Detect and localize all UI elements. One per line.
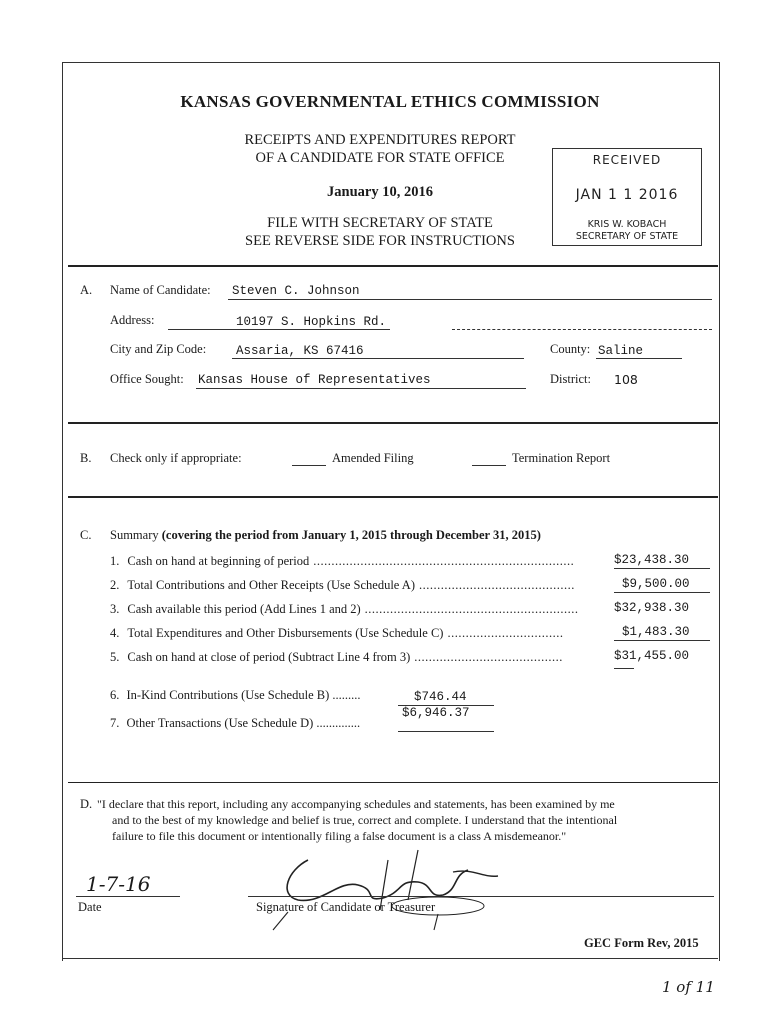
section-d-letter: D. — [80, 797, 93, 811]
candidate-name-value[interactable]: Steven C. Johnson — [232, 284, 360, 298]
in-kind-line — [110, 688, 361, 703]
file-with-text: FILE WITH SECRETARY OF STATE — [267, 215, 493, 231]
report-date: January 10, 2016 — [327, 184, 433, 200]
line-label: Total Expenditures and Other Disbursements (Use Schedule C) — [127, 626, 444, 640]
in-kind-label: In-Kind Contributions (Use Schedule B) — [126, 688, 330, 702]
divider-header — [68, 265, 718, 267]
declaration-line-3: failure to file this document or intentionally filing a false document is a class A misdemeanor." — [112, 829, 567, 843]
line-value[interactable]: $31,455.00 — [614, 649, 690, 663]
line-value[interactable]: $9,500.00 — [622, 577, 690, 591]
in-kind-value[interactable]: $746.44 — [414, 690, 467, 704]
signature-label: Signature of Candidate or Treasurer — [256, 900, 436, 914]
line-value[interactable]: $1,483.30 — [622, 625, 690, 639]
line-label: Total Contributions and Other Receipts (Use Schedule A) — [127, 578, 415, 592]
line-value[interactable]: $23,438.30 — [614, 553, 690, 567]
summary-prefix: Summary — [110, 528, 162, 542]
divider-a-b — [68, 422, 718, 424]
county-value[interactable]: Saline — [598, 344, 644, 358]
office-sought-label: Office Sought: — [110, 372, 184, 386]
termination-checkbox-line[interactable] — [472, 465, 506, 466]
amended-filing-label: Amended Filing — [332, 451, 414, 465]
line-number: 2. — [110, 578, 120, 592]
line-number: 7. — [110, 716, 120, 730]
line-number: 5. — [110, 650, 120, 664]
value-underline — [614, 592, 710, 593]
report-subtitle-2: OF A CANDIDATE FOR STATE OFFICE — [255, 150, 505, 166]
other-transactions-line — [110, 716, 360, 731]
office-sought-line — [196, 388, 526, 389]
line-label: Cash on hand at close of period (Subtract Line 4 from 3) — [127, 650, 411, 664]
date-label: Date — [78, 900, 102, 914]
amended-checkbox-line[interactable] — [292, 465, 326, 466]
line-dots: ........................................... — [419, 578, 575, 592]
line-label: Cash available this period (Add Lines 1 and 2) — [127, 602, 361, 616]
line-dots: ......... — [332, 688, 361, 702]
county-line — [596, 358, 682, 359]
city-zip-value[interactable]: Assaria, KS 67416 — [236, 344, 364, 358]
report-subtitle-1: RECEIPTS AND EXPENDITURES REPORT — [244, 132, 516, 148]
other-transactions-label: Other Transactions (Use Schedule D) — [126, 716, 314, 730]
termination-report-label: Termination Report — [512, 451, 611, 465]
office-sought-value[interactable]: Kansas House of Representatives — [198, 373, 431, 387]
city-zip-label: City and Zip Code: — [110, 342, 207, 356]
line-label: Cash on hand at beginning of period — [127, 554, 310, 568]
section-b-letter: B. — [80, 451, 92, 465]
stamp-office: SECRETARY OF STATE — [575, 231, 679, 242]
line-dots: ................................ — [447, 626, 564, 640]
summary-line-4 — [110, 624, 710, 648]
value-underline — [614, 640, 710, 641]
form-revision: GEC Form Rev, 2015 — [584, 936, 699, 950]
value-underline — [614, 668, 634, 669]
address-line-2 — [452, 329, 712, 330]
other-transactions-underline — [398, 731, 494, 732]
stamp-name: KRIS W. KOBACH — [587, 219, 667, 230]
check-appropriate-label: Check only if appropriate: — [110, 451, 242, 465]
section-c-letter: C. — [80, 528, 92, 542]
line-number: 4. — [110, 626, 120, 640]
commission-title: KANSAS GOVERNMENTAL ETHICS COMMISSION — [180, 92, 600, 111]
section-a-letter: A. — [80, 283, 93, 297]
date-line — [76, 896, 180, 897]
line-dots: ......................................... — [414, 650, 563, 664]
summary-period: (covering the period from January 1, 2015 through December 31, 2015) — [161, 528, 541, 542]
line-dots: ........................................................................ — [313, 554, 575, 568]
divider-c-d — [68, 782, 718, 783]
declaration-line-1: "I declare that this report, including any accompanying schedules and statements, has been examined by me — [97, 797, 615, 811]
page-count: 1 of 11 — [662, 978, 715, 996]
candidate-name-label: Name of Candidate: — [110, 283, 211, 297]
summary-lines — [110, 552, 710, 672]
line-dots: .............. — [316, 716, 361, 730]
stamp-date: JAN 1 1 2016 — [575, 187, 679, 203]
address-value[interactable]: 10197 S. Hopkins Rd. — [236, 315, 387, 329]
county-label: County: — [550, 342, 591, 356]
line-value[interactable]: $32,938.30 — [614, 601, 690, 615]
city-zip-line — [232, 358, 524, 359]
value-underline — [614, 568, 710, 569]
declaration-line-2: and to the best of my knowledge and belief is true, correct and complete. I understand that the intentional — [112, 813, 618, 827]
line-number: 1. — [110, 554, 120, 568]
summary-heading — [110, 528, 541, 543]
treasurer-circle — [390, 895, 486, 917]
signature-image[interactable] — [268, 840, 518, 932]
summary-line-1 — [110, 552, 710, 576]
line-number: 6. — [110, 688, 120, 702]
other-transactions-value[interactable]: $6,946.37 — [402, 706, 470, 720]
line-number: 3. — [110, 602, 120, 616]
line-dots: ........................................................... — [364, 602, 579, 616]
received-stamp — [552, 148, 702, 246]
address-line-1 — [168, 329, 390, 330]
see-reverse-text: SEE REVERSE SIDE FOR INSTRUCTIONS — [245, 233, 515, 249]
signed-date[interactable]: 1-7-16 — [86, 872, 151, 896]
divider-b-c — [68, 496, 718, 498]
form-frame-bottom — [62, 958, 718, 959]
summary-line-2 — [110, 576, 710, 600]
district-value[interactable]: 108 — [614, 372, 638, 387]
candidate-name-line — [228, 299, 712, 300]
summary-line-5 — [110, 648, 710, 672]
district-label: District: — [550, 372, 591, 386]
stamp-received: RECEIVED — [592, 153, 662, 167]
address-label: Address: — [110, 313, 155, 327]
summary-line-3 — [110, 600, 710, 624]
